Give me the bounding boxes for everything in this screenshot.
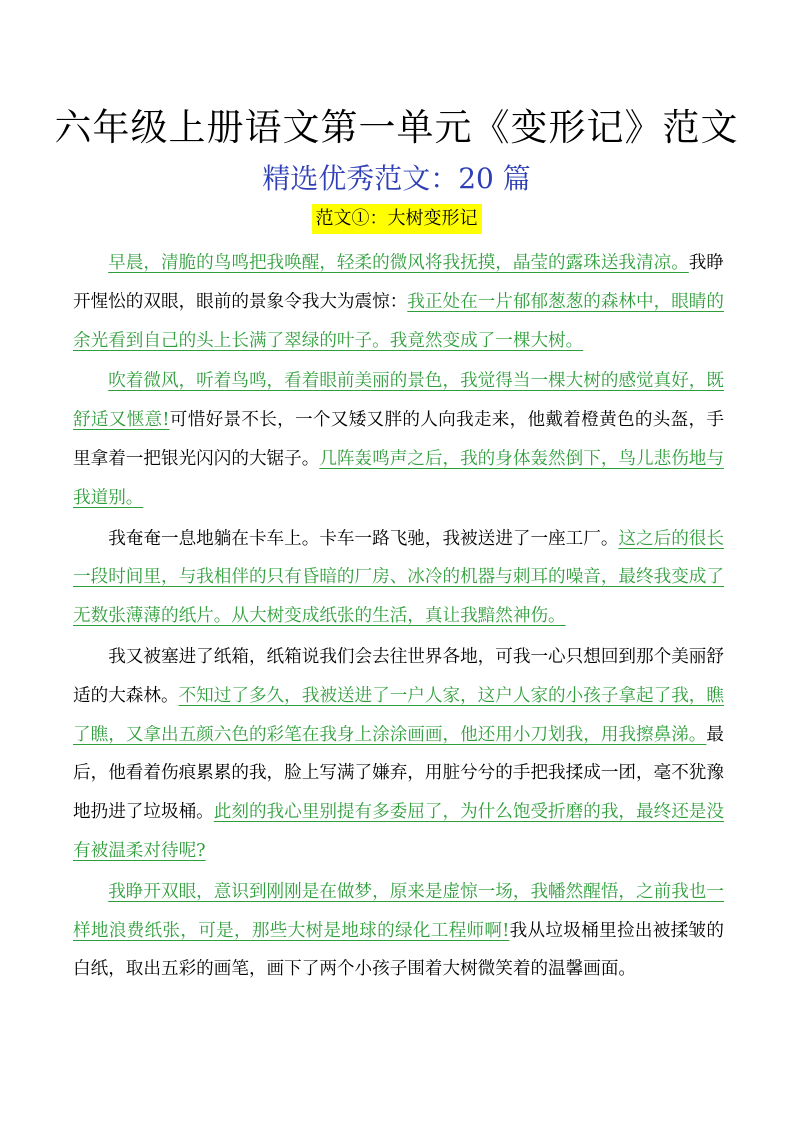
plain-sentence: 我奄奄一息地躺在卡车上。卡车一路飞驰，我被送进了一座工厂。 [108, 528, 619, 549]
essay-label-container [0, 204, 793, 234]
plain-sentence: 我从垃圾桶里捡出被揉皱的白纸，取出五彩的画笔，画下了两个小孩子围着大树微笑着的温馨画面。 [73, 920, 724, 980]
plain-sentence: 可惜好景不长，一个又矮又胖的人向我走来，他戴着橙黄色的头盔，手里拿着一把银光闪闪的大锯子。 [73, 410, 724, 469]
highlighted-sentence: 这之后的很长一段时间里，与我相伴的只有昏暗的厂房、冰冷的机器与刺耳的噪音，最终我变成了无数张薄薄的纸片。从大树变成纸张的生活，真让我黯然神伤。 [73, 528, 724, 627]
paragraph [73, 873, 724, 989]
plain-sentence: 最后，他看着伤痕累累的我，脸上写满了嫌弃，用脏兮兮的手把我揉成一团，毫不犹豫地扔进了垃圾桶。 [73, 724, 724, 823]
highlighted-sentence: 此刻的我心里别提有多委屈了，为什么饱受折磨的我，最终还是没有被温柔对待呢? [73, 802, 724, 861]
plain-sentence: 我睁开惺忪的双眼，眼前的景象令我大为震惊： [73, 253, 724, 312]
highlighted-sentence: 吹着微风，听着鸟鸣，看着眼前美丽的景色，我觉得当一棵大树的感觉真好，既舒适又惬意! [73, 371, 724, 431]
highlighted-sentence: 我睁开双眼，意识到刚刚是在做梦，原来是虚惊一场，我幡然醒悟，之前我也一样地浪费纸张，可是，那些大树是地球的绿化工程师啊! [73, 881, 724, 941]
highlighted-sentence: 不知过了多久，我被送进了一户人家，这户人家的小孩子拿起了我，瞧了瞧，又拿出五颜六色的彩笔在我身上涂涂画画，他还用小刀划我，用我擦鼻涕。 [73, 685, 724, 745]
paragraph [73, 638, 724, 871]
document-title: 六年级上册语文第一单元《变形记》范文 [54, 106, 739, 149]
document-subtitle: 精选优秀范文：20 篇 [262, 162, 531, 195]
highlighted-sentence: 我正处在一片郁郁葱葱的森林中，眼睛的余光看到自己的头上长满了翠绿的叶子。我竟然变成了一棵大树。 [73, 291, 724, 351]
highlighted-sentence: 几阵轰鸣声之后，我的身体轰然倒下，鸟儿悲伤地与我道别。 [73, 448, 724, 508]
paragraph [73, 520, 724, 636]
highlighted-sentence: 早晨，清脆的鸟鸣把我唤醒，轻柔的微风将我抚摸，晶莹的露珠送我清凉。 [108, 253, 689, 273]
paragraph [73, 362, 724, 517]
paragraph [73, 244, 724, 360]
essay-body [73, 244, 724, 991]
plain-sentence: 我又被塞进了纸箱，纸箱说我们会去往世界各地，可我一心只想回到那个美丽舒适的大森林。 [73, 646, 724, 706]
essay-label: 范文①：大树变形记 [312, 204, 482, 234]
